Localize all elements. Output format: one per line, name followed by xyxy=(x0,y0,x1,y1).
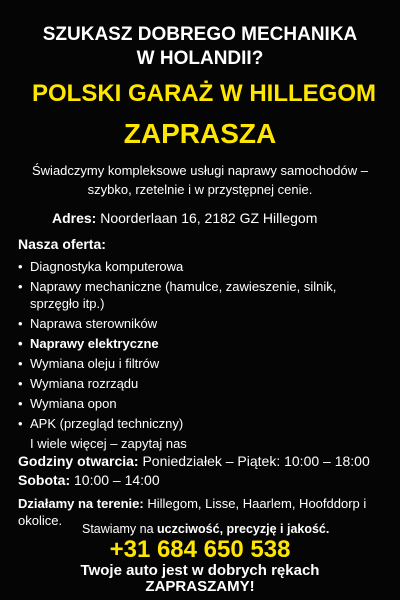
quality-values: uczciwość, precyzję i jakość. xyxy=(157,522,330,536)
offer-title: Nasza oferta: xyxy=(18,236,106,252)
offer-item: • Diagnostyka komputerowa xyxy=(18,258,388,275)
address-value: Noorderlaan 16, 2182 GZ Hillegom xyxy=(100,210,318,226)
saturday-label: Sobota: xyxy=(18,472,71,488)
offer-item: • Naprawa sterowników xyxy=(18,315,388,332)
offer-item: • Wymiana rozrządu xyxy=(18,375,388,392)
opening-hours-weekdays-value: Poniedziałek – Piątek: 10:00 – 18:00 xyxy=(142,453,370,469)
service-area-label: Działamy na terenie: xyxy=(18,496,144,511)
service-area-value: Hillegom, Lisse, Haarlem, Hoofddorp i okolice. xyxy=(18,496,367,528)
saturday-value: 10:00 – 14:00 xyxy=(74,472,160,488)
closing-line-2: ZAPRASZAMY! xyxy=(145,578,255,595)
quality-statement xyxy=(82,521,329,537)
closing-line-1: Twoje auto jest w dobrych rękach xyxy=(80,562,320,579)
offer-item: • Naprawy mechaniczne (hamulce, zawieszenie, silnik, sprzęgło itp.) xyxy=(18,278,388,312)
headline-line-1: SZUKASZ DOBREGO MECHANIKA xyxy=(42,24,358,45)
offer-item: • Naprawy elektryczne xyxy=(18,335,388,352)
invite-heading: ZAPRASZA xyxy=(123,118,277,149)
offer-list xyxy=(18,258,388,455)
address-label: Adres: xyxy=(52,210,97,226)
headline-line-2: W HOLANDII? xyxy=(136,48,264,69)
offer-item: • Wymiana oleju i filtrów xyxy=(18,355,388,372)
intro-line-1: Świadczymy kompleksowe usługi naprawy samochodów – xyxy=(32,163,368,178)
opening-hours-label: Godziny otwarcia: xyxy=(18,453,139,469)
opening-hours-weekdays xyxy=(18,452,370,470)
offer-item: • APK (przegląd techniczny) xyxy=(18,415,388,432)
opening-hours-saturday xyxy=(18,471,160,489)
address xyxy=(52,209,317,227)
offer-item: • Wymiana opon xyxy=(18,395,388,412)
intro-line-2: szybko, rzetelnie i w przystępnej cenie. xyxy=(87,182,313,197)
quality-prefix: Stawiamy na xyxy=(82,522,154,536)
garage-title: POLSKI GARAŻ W HILLEGOM xyxy=(32,80,376,107)
offer-more: I wiele więcej – zapytaj nas xyxy=(30,436,187,451)
phone-number[interactable]: +31 684 650 538 xyxy=(109,536,291,563)
